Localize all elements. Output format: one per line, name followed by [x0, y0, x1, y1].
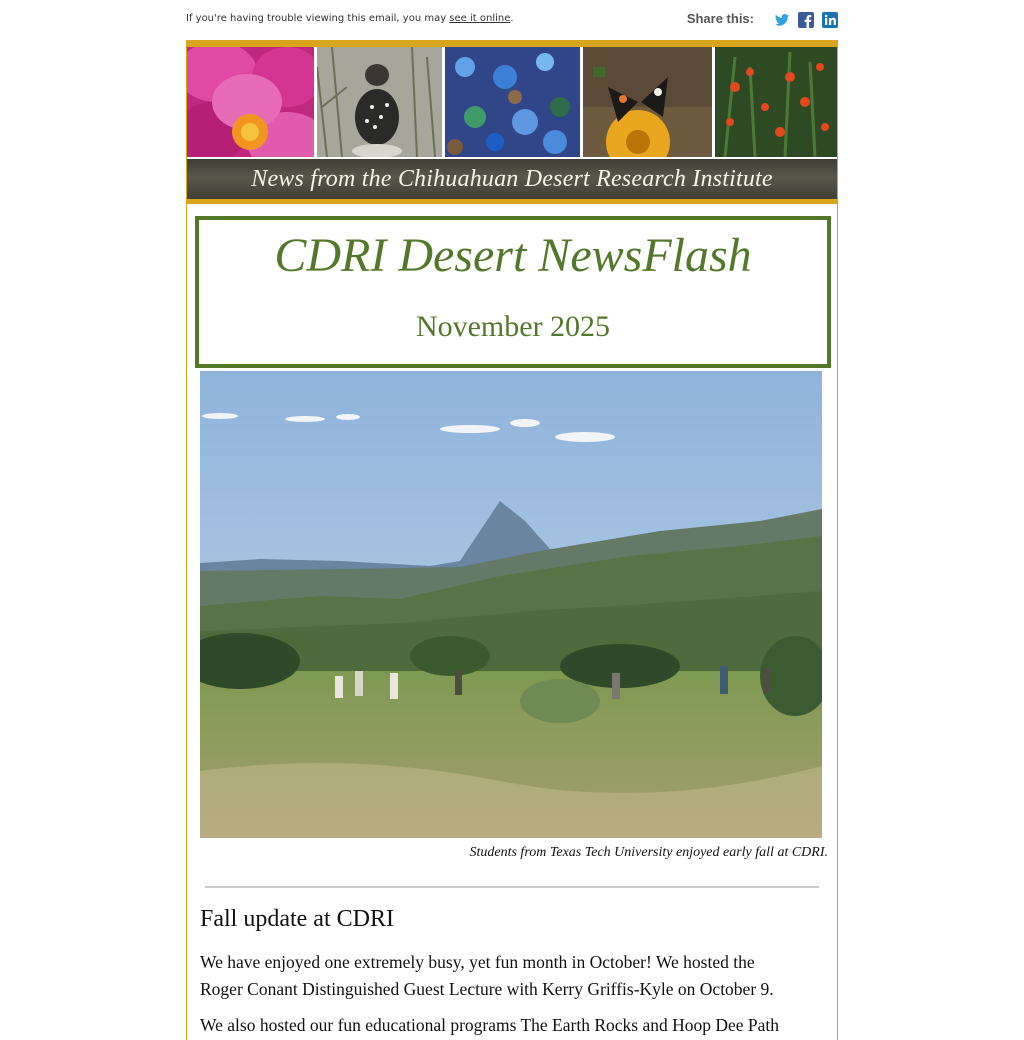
twitter-icon[interactable] — [774, 12, 790, 28]
trouble-text: If you're having trouble viewing this email, you may — [186, 13, 450, 24]
share-label: Share this: — [686, 10, 754, 26]
article-paragraph-2: We also hosted our fun educational programs The Earth Rocks and Hoop Dee Path — [200, 1015, 780, 1035]
gold-top-rule — [186, 40, 838, 47]
red-wildflowers-photo — [715, 47, 837, 157]
facebook-icon[interactable] — [798, 12, 814, 28]
hero-caption: Students from Texas Tech University enjoyed early fall at CDRI. — [469, 845, 828, 860]
linkedin-icon[interactable] — [822, 12, 838, 28]
section-heading: Fall update at CDRI — [200, 906, 394, 932]
issue-date: November 2025 — [415, 310, 611, 343]
section-divider — [205, 886, 819, 888]
blue-mineral-photo — [445, 47, 580, 157]
view-online-link[interactable]: see it online — [449, 13, 511, 24]
hero-photo — [200, 371, 822, 838]
preheader — [186, 0, 838, 40]
paragraph-1-line-1: We have enjoyed one extremely busy, yet fun month in October! We hosted the — [200, 952, 755, 972]
montezuma-quail-photo — [317, 47, 442, 157]
article-paragraph-1 — [200, 949, 830, 1003]
paragraph-1-line-2: Roger Conant Distinguished Guest Lecture with Kerry Griffis-Kyle on October 9. — [200, 979, 774, 999]
trouble-viewing-text — [186, 13, 514, 24]
gold-bottom-rule — [187, 199, 837, 204]
banner-band — [187, 159, 837, 199]
newsletter-title: CDRI Desert NewsFlash — [274, 229, 752, 282]
share-bar — [687, 10, 838, 30]
trouble-trailing: . — [510, 13, 514, 24]
banner-tagline: News from the Chihuahuan Desert Research Institute — [251, 166, 773, 192]
newsletter-title-box — [195, 216, 831, 368]
pink-cactus-flower-photo — [187, 47, 314, 157]
butterfly-flower-photo — [583, 47, 712, 157]
banner-photo-strip — [187, 47, 837, 157]
